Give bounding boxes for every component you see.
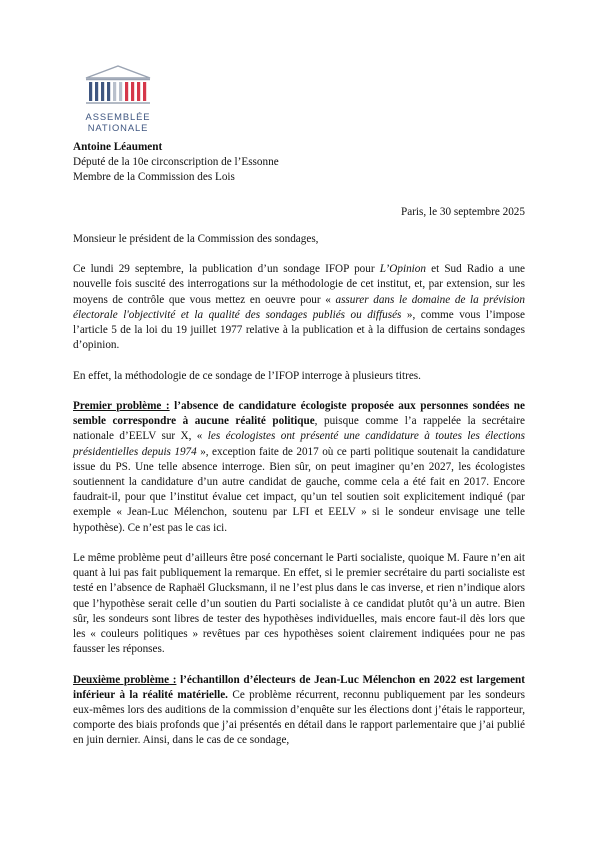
sender-name: Antoine Léaument: [73, 141, 163, 153]
p1-text-e: », comme vous l’impose l’article 5 de la loi du 19 juillet 1977 relative à la publication et à la diffusion de certains sondages d’opinion.: [73, 308, 525, 352]
assemblee-nationale-logo: [77, 62, 159, 136]
letter-date: Paris, le 30 septembre 2025: [401, 205, 525, 218]
sender-commission: Membre de la Commission des Lois: [73, 171, 235, 184]
p1-publication: L’Opinion: [379, 263, 426, 276]
paragraph-4: Le même problème peut d’ailleurs être posé concernant le Parti socialiste, quoique M. Faure n’en ait quant à lui pas fait publiquement la remarque. En effet, si le premier secrétaire du parti socialiste est testé en l’absence de Raphaël Glucksmann, il ne l’est plus dans le cas inverse, et rien n’indique alors que l’hypothèse serait celle d’un soutien du Parti socialiste à ce candidat plutôt qu’à un autre. Bien sûr, les sondeurs sont libres de tester des hypothèses individuelles, mais encore faut-il dès lors que les « couleurs politiques » revêtues par ces hypothèses soient clairement indiquées pour ne pas fausser les réponses.: [73, 552, 525, 656]
second-problem-label: Deuxième problème :: [73, 673, 177, 686]
p5-text-a: Ce problème récurrent, reconnu publiquement par les sondeurs eux-mêmes lors des auditions de la commission d’enquête sur les élections dont j’étais le rapporteur, comporte des biais profonds que j’ai présentés en détail dans le rapport parlementaire que j’ai publié en juin dernier. Ainsi, dans le cas de ce sondage,: [73, 688, 525, 747]
logo-wordmark-line1: ASSEMBLÉE: [85, 111, 151, 122]
p1-text-a: Ce lundi 29 septembre, la publication d’un sondage IFOP pour: [73, 263, 380, 276]
sender-block: [73, 140, 525, 186]
p3-text-a: , puisque comme l’a rappelée la secrétaire nationale d’EELV sur X, «: [73, 415, 525, 443]
p3-quote: les écologistes ont présenté une candidature à toutes les élections présidentielles depuis 1974: [73, 430, 525, 458]
salutation: Monsieur le président de la Commission des sondages,: [73, 232, 319, 245]
logo-wordmark-line2: NATIONALE: [87, 122, 149, 133]
paragraph-1: [73, 262, 525, 353]
letter-body: [73, 140, 525, 749]
first-problem-label: Premier problème :: [73, 400, 170, 412]
p1-law-quote: assurer dans le domaine de la prévision électorale l'objectivité et la qualité des sondages publiés ou diffusés: [73, 293, 525, 321]
second-problem-statement: l’échantillon d’électeurs de Jean-Luc Mélenchon en 2022 est largement inférieur à la réalité matérielle.: [73, 673, 525, 701]
paragraph-5: [73, 673, 525, 749]
paragraph-2: En effet, la méthodologie de ce sondage de l’IFOP interroge à plusieurs titres.: [73, 369, 421, 382]
p3-text-b: », exception faite de 2017 où ce parti politique soutenait la candidature issue du PS. Une telle absence interroge. Bien sûr, on peut imaginer qu’en 2027, les écologistes soutiennent la candidature d’un autre candidat de gauche, comme cela a été fait en 2017. Encore faudrait-il, pour que l’institut évalue cet impact, qu’un tel soutien soit explicitement indiqué (par exemple « Jean-Luc Mélenchon, soutenu par LFI et EELV » si le sondeur envisage une telle hypothèse). Ce n’est pas le cas ici.: [73, 445, 525, 534]
paragraph-3: [73, 399, 525, 536]
p1-text-c: et Sud Radio a une nouvelle fois suscité des interrogations sur la méthodologie de cet institut, et, par extension, sur les moyens de contrôle que vous mettez en oeuvre pour «: [73, 263, 526, 306]
first-problem-statement: l’absence de candidature écologiste proposée aux personnes sondées ne semble correspondre à aucune réalité politique: [73, 400, 525, 428]
hemicycle-icon: [77, 62, 159, 106]
sender-role: Député de la 10e circonscription de l’Essonne: [73, 156, 279, 169]
